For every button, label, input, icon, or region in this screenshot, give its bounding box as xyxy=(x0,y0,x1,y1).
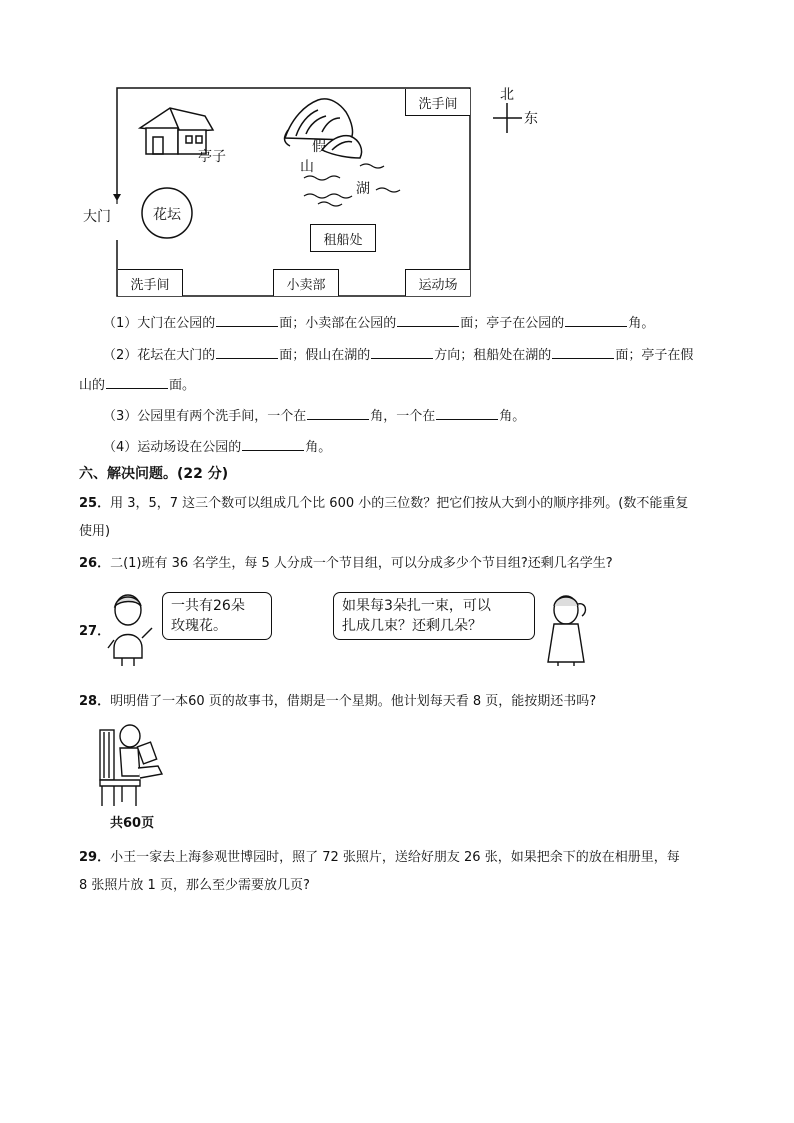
q24-part2-cont: 山的 面。 xyxy=(79,378,196,393)
snack-bar-label: 小卖部 xyxy=(273,269,339,296)
girl-figure-icon xyxy=(538,590,598,668)
answer-blank[interactable] xyxy=(106,376,168,389)
compass-east-label: 东 xyxy=(524,111,538,127)
speech-bubble-left: 一共有26朵 玫瑰花。 xyxy=(162,592,272,640)
rockery-label-1: 假 xyxy=(312,139,326,155)
answer-blank[interactable] xyxy=(371,346,433,359)
question-25: 25．用 3，5，7 这三个数可以组成几个比 600 小的三位数？把它们按从大到小的顺序排列。(数不能重复 xyxy=(79,496,689,511)
restroom-southwest-label: 洗手间 xyxy=(118,269,183,296)
q24-part4: （4）运动场设在公园的 角。 xyxy=(103,440,332,455)
question-26: 26．二(1)班有 36 名学生，每 5 人分成一个节目组，可以分成多少个节目组?还剩几名学生? xyxy=(79,556,613,571)
answer-blank[interactable] xyxy=(242,438,304,451)
question-25-cont: 使用) xyxy=(79,524,111,539)
question-27-number: 27． xyxy=(79,624,111,639)
question-29: 29．小王一家去上海参观世博园时，照了 72 张照片，送给好朋友 26 张，如果把余下的放在相册里，每 xyxy=(79,850,680,865)
answer-blank[interactable] xyxy=(552,346,614,359)
question-29-cont: 8 张照片放 1 页，那么至少需要放几页? xyxy=(79,878,310,893)
sports-field-label: 运动场 xyxy=(405,269,470,296)
lake-label: 湖 xyxy=(356,181,370,197)
q24-part3: （3）公园里有两个洗手间，一个在 角，一个在 角。 xyxy=(103,409,526,424)
park-map xyxy=(0,0,794,300)
rockery-label-2: 山 xyxy=(300,159,314,175)
q24-part1: （1）大门在公园的 面；小卖部在公园的 面；亭子在公园的 角。 xyxy=(103,316,655,331)
gate-label: 大门 xyxy=(83,209,111,225)
answer-blank[interactable] xyxy=(565,314,627,327)
flower-bed-label: 花坛 xyxy=(153,207,181,223)
question-28: 28．明明借了一本60 页的故事书，借期是一个星期。他计划每天看 8 页，能按期还书吗? xyxy=(79,694,597,709)
book-pages-caption: 共60页 xyxy=(110,816,155,831)
section-heading: 六、解决问题。(22 分) xyxy=(79,466,229,482)
answer-blank[interactable] xyxy=(397,314,459,327)
pavilion-label: 亭子 xyxy=(198,149,226,165)
speech-bubble-right: 如果每3朵扎一束，可以 扎成几束？还剩几朵？ xyxy=(333,592,535,640)
answer-blank[interactable] xyxy=(307,407,369,420)
compass-north-label: 北 xyxy=(500,87,514,103)
q24-part2: （2）花坛在大门的 面；假山在湖的 方向；租船处在湖的 面；亭子在假 xyxy=(103,348,694,363)
answer-blank[interactable] xyxy=(216,314,278,327)
answer-blank[interactable] xyxy=(436,407,498,420)
compass-icon xyxy=(493,103,522,133)
lake-waves-icon xyxy=(304,164,400,206)
park-map-outline xyxy=(0,0,794,300)
boy-figure-icon xyxy=(100,588,160,668)
reading-boy-chair-icon xyxy=(92,718,172,808)
answer-blank[interactable] xyxy=(216,346,278,359)
restroom-northeast-label: 洗手间 xyxy=(405,89,470,116)
boat-rental-label: 租船处 xyxy=(310,224,376,252)
